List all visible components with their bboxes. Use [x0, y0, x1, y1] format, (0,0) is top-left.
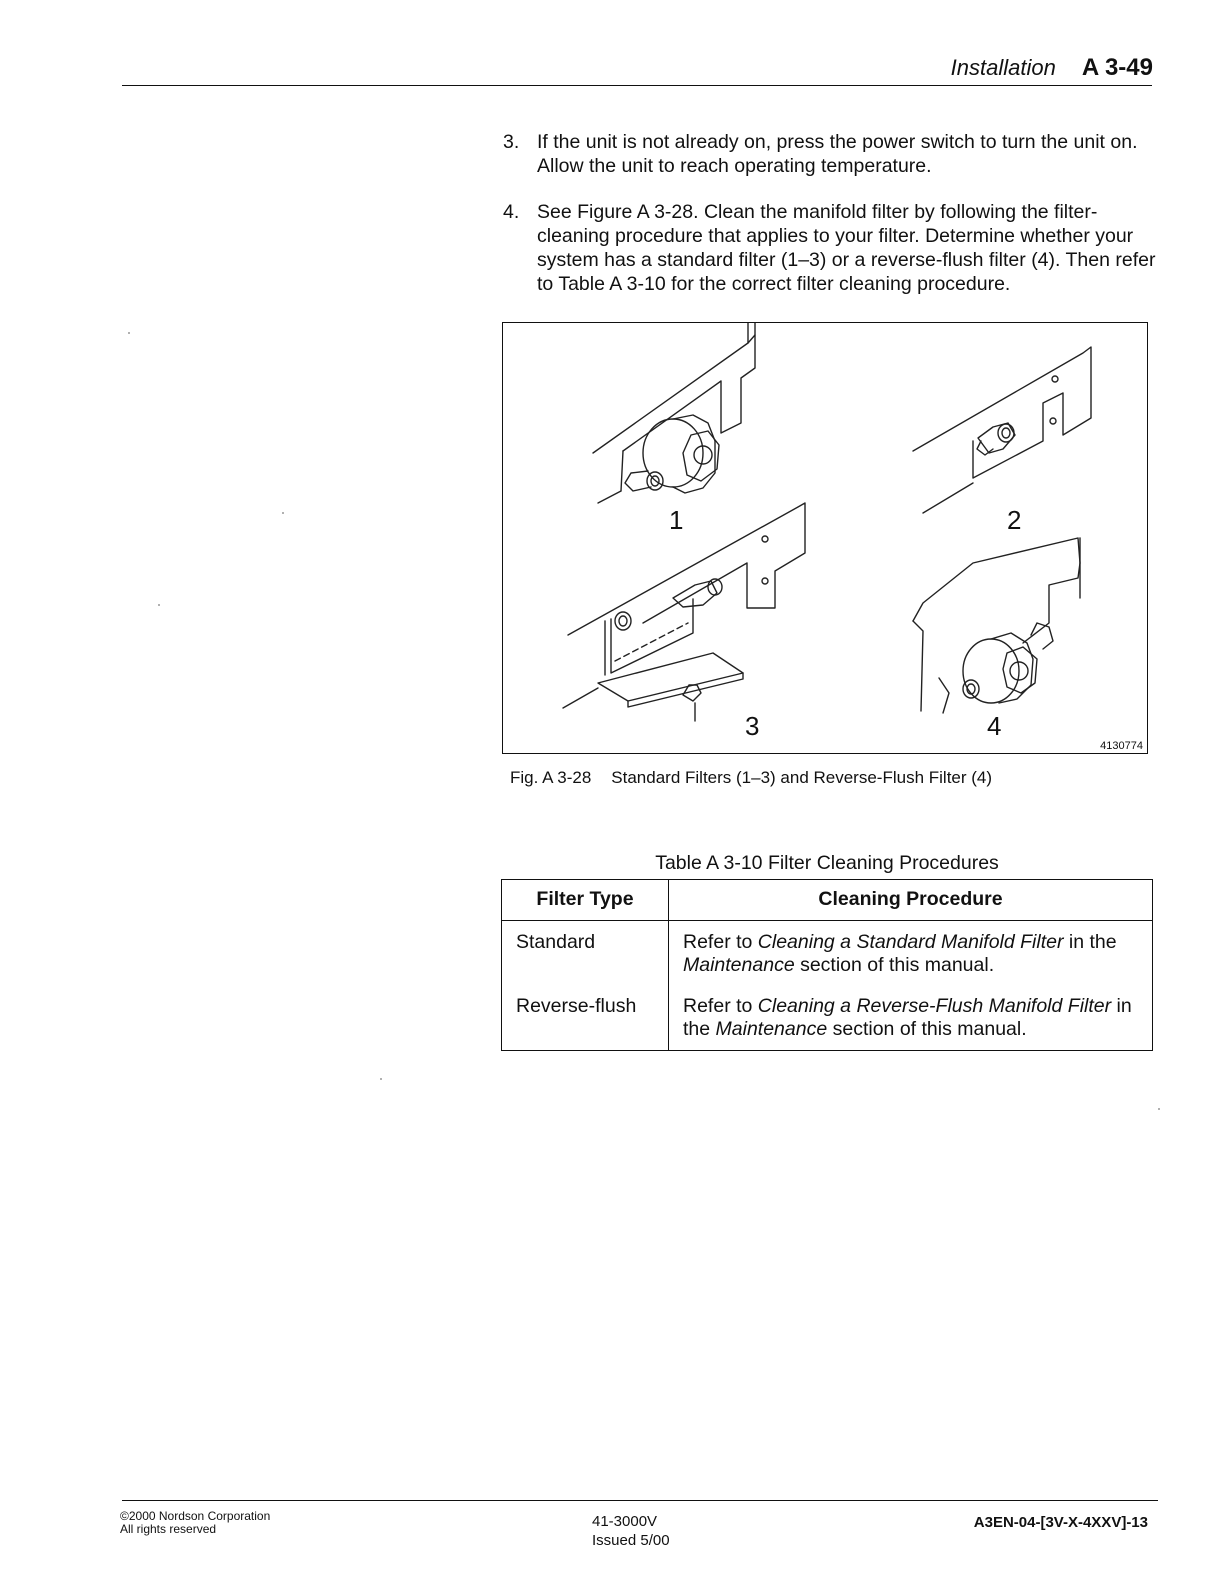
procedure-text: section of this manual.	[794, 954, 995, 976]
footer-copyright	[120, 1510, 270, 1536]
page-header	[951, 54, 1153, 82]
procedure-steps	[503, 130, 1163, 318]
procedure-text: in the	[1063, 931, 1117, 953]
table-row	[502, 985, 1153, 1051]
header-rule	[122, 85, 1152, 86]
step-text: See Figure A 3-28. Clean the manifold filter by following the filter-cleaning procedure that applies to your filter. Determine whether your system has a standard filter (1–3) or a reverse-flush filter (4). Then refer to Table A 3-10 for the correct filter cleaning procedure.	[537, 201, 1156, 295]
procedure-text: in the	[683, 995, 1132, 1040]
footer-page-code: A3EN-04-[3V-X-4XXV]-13	[973, 1514, 1148, 1531]
scan-speck	[1158, 1108, 1160, 1110]
section-title: Installation	[950, 55, 1056, 80]
filter-type-cell: Reverse-flush	[502, 985, 669, 1051]
manual-section-name: Maintenance	[715, 1018, 828, 1040]
scan-speck	[282, 512, 284, 514]
footer-rule	[122, 1500, 1158, 1501]
table-title: Table A 3-10 Filter Cleaning Procedures	[655, 852, 999, 874]
caption-text: Standard Filters (1–3) and Reverse-Flush Filter (4)	[611, 768, 993, 787]
filter-type-cell: Standard	[502, 921, 669, 986]
table-header-row	[502, 880, 1153, 921]
figure-label-2: 2	[1007, 505, 1022, 535]
figure-label-4: 4	[987, 711, 1002, 741]
document-number: 41-3000V	[592, 1513, 658, 1530]
manual-section-name: Maintenance	[683, 954, 795, 976]
standard-filter-drawing-2	[913, 347, 1091, 513]
step-3	[503, 130, 1163, 178]
filter-illustration	[503, 323, 1147, 753]
procedure-reference: Cleaning a Reverse-Flush Manifold Filter	[757, 995, 1112, 1017]
procedure-reference: Cleaning a Standard Manifold Filter	[757, 931, 1064, 953]
scan-speck	[380, 1078, 382, 1080]
scan-speck	[158, 604, 160, 606]
filter-figure	[502, 322, 1148, 754]
rights-text: All rights reserved	[120, 1522, 217, 1536]
step-4	[503, 200, 1163, 296]
procedure-text: Refer to	[683, 995, 758, 1017]
procedure-text: Refer to	[683, 931, 758, 953]
filter-cleaning-table	[501, 879, 1153, 1051]
standard-filter-drawing-3	[563, 503, 805, 721]
issue-date: Issued 5/00	[592, 1532, 670, 1549]
step-number: 4.	[503, 201, 520, 223]
reverse-flush-filter-drawing-4	[913, 538, 1080, 713]
column-header-filter-type: Filter Type	[502, 880, 669, 921]
copyright-text: ©2000 Nordson Corporation	[120, 1509, 271, 1523]
procedure-text: section of this manual.	[827, 1018, 1027, 1040]
step-text: If the unit is not already on, press the power switch to turn the unit on. Allow the unit to reach operating temperature.	[537, 131, 1138, 177]
procedure-cell	[669, 921, 1153, 986]
drawing-id: 4130774	[1100, 740, 1143, 752]
step-number: 3.	[503, 131, 520, 153]
scan-speck	[128, 332, 130, 334]
procedure-cell	[669, 985, 1153, 1051]
standard-filter-drawing-1	[593, 323, 755, 503]
page-number: A 3-49	[1081, 54, 1153, 81]
figure-label-3: 3	[745, 711, 760, 741]
figure-caption	[510, 768, 992, 788]
caption-label: Fig. A 3-28	[510, 768, 592, 787]
column-header-cleaning-procedure: Cleaning Procedure	[669, 880, 1153, 921]
figure-label-1: 1	[669, 505, 684, 535]
footer-document-info	[592, 1512, 670, 1550]
table-row	[502, 921, 1153, 986]
